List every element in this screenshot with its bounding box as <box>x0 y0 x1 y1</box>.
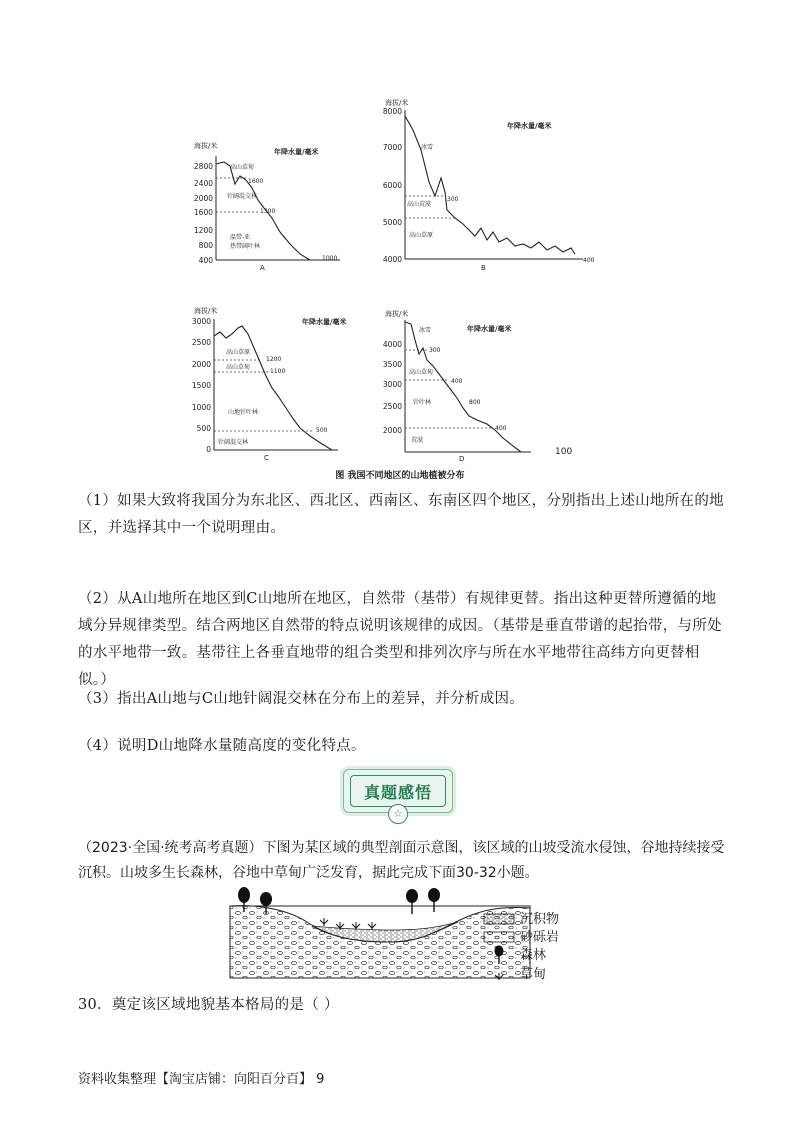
chart-c-zone: 山地针叶林 <box>228 409 259 416</box>
chart-a-precip: 1300 <box>260 208 276 215</box>
chart-b-zone: 冰雪 <box>421 144 434 151</box>
chart-a-ytick: 400 <box>198 256 213 265</box>
chart-c-precip: 500 <box>316 427 328 434</box>
chart-c-ytick: 2000 <box>191 360 211 369</box>
chart-c-ytick: 500 <box>196 424 211 433</box>
profile-diagram <box>220 880 580 988</box>
chart-d-precip: 800 <box>469 399 481 406</box>
chart-a-ytick: 2400 <box>193 179 213 188</box>
chart-b-zone: 高山草原 <box>409 232 434 239</box>
chart-c-ytick: 0 <box>206 445 211 454</box>
chart-b-precip-label: 年降水量/毫米 <box>507 122 552 130</box>
section-badge-label: 真题感悟 <box>363 782 432 802</box>
chart-d-profile <box>405 322 521 452</box>
chart-d-precip: 100 <box>555 447 573 457</box>
chart-c-profile <box>214 326 332 450</box>
chart-c-precip: 1200 <box>266 356 282 363</box>
chart-a-zone-sub: 温带-亚 <box>230 234 251 241</box>
chart-b-ytick: 8000 <box>383 107 402 116</box>
chart-b-ytick: 4000 <box>383 255 402 264</box>
chart-c-ytick: 3000 <box>191 317 211 326</box>
chart-b-zone: 高山荒漠 <box>407 201 432 208</box>
chart-c <box>190 304 370 464</box>
chart-b-precip: 300 <box>447 196 459 203</box>
chart-c-ytick: 1500 <box>191 381 211 390</box>
chart-a-precip: 1000 <box>322 255 338 262</box>
chart-a <box>190 136 370 274</box>
chart-c-letter: C <box>264 454 269 462</box>
legend-gravel-swatch <box>484 932 514 942</box>
chart-d-zone: 高山草甸 <box>409 369 434 376</box>
chart-d-precip: 300 <box>429 347 441 354</box>
tree-icon <box>428 888 440 912</box>
chart-b <box>383 96 603 274</box>
chart-c-ylabel: 海拔/米 <box>194 307 218 315</box>
chart-c-zone: 针阔混交林 <box>218 439 249 446</box>
chart-a-letter: A <box>260 264 265 272</box>
chart-a-zone: 针阔混交林 <box>227 193 258 200</box>
chart-d-ytick: 3500 <box>383 360 402 369</box>
legend-meadow: 草甸 <box>520 967 547 982</box>
chart-a-ytick: 800 <box>198 241 213 250</box>
chart-d-ytick: 2000 <box>383 426 402 435</box>
chart-a-ytick: 1600 <box>193 208 213 217</box>
legend-gravel: 砂砾岩 <box>520 930 560 945</box>
chart-b-ytick: 5000 <box>383 218 402 227</box>
question-30: 30．奠定该区域地貌基本格局的是（ ） <box>78 997 339 1013</box>
section-badge <box>343 769 453 820</box>
chart-c-ytick: 2500 <box>191 338 211 347</box>
chart-d-precip: 400 <box>451 378 463 385</box>
legend-sediment: 沉积物 <box>520 912 560 927</box>
chart-d-ytick: 3000 <box>383 380 402 389</box>
chart-a-ytick: 2000 <box>193 194 213 203</box>
chart-d-precip-label: 年降水量/毫米 <box>467 325 512 333</box>
question-1: （1）如果大致将我国分为东北区、西北区、西南区、东南区四个地区，分别指出上述山地所在的地区，并选择其中一个说明理由。 <box>78 493 724 536</box>
chart-a-zone-sub: 热带阔叶林 <box>230 243 261 250</box>
legend-sediment-swatch <box>484 914 514 924</box>
chart-d-letter: D <box>459 455 465 463</box>
chart-a-ylabel: 海拔/米 <box>194 142 218 150</box>
chart-c-zone: 高山草原 <box>226 349 251 356</box>
chart-d-ytick: 4000 <box>383 340 402 349</box>
question-3: （3）指出A山地与C山地针阔混交林在分布上的差异，并分析成因。 <box>78 691 525 707</box>
chart-b-ytick: 7000 <box>383 143 402 152</box>
chart-d-precip: 400 <box>495 425 507 432</box>
chart-a-ytick: 2800 <box>193 162 213 171</box>
chart-d-zone: 荒漠 <box>411 437 424 444</box>
question-4: （4）说明D山地降水量随高度的变化特点。 <box>78 738 366 754</box>
chart-c-zone: 高山草甸 <box>226 364 251 371</box>
chart-b-ytick: 6000 <box>383 181 402 190</box>
chart-d <box>383 304 583 464</box>
chart-b-precip: 400 <box>583 257 595 264</box>
chart-c-precip: 1100 <box>270 368 286 375</box>
chart-c-precip-label: 年降水量/毫米 <box>302 318 347 326</box>
chart-a-precip: 1600 <box>248 178 264 185</box>
chart-b-ylabel: 海拔/米 <box>385 99 409 107</box>
tree-icon <box>406 889 418 914</box>
chart-d-ytick: 2500 <box>383 402 402 411</box>
chart-d-zone: 冰雪 <box>419 327 432 334</box>
chart-b-letter: B <box>481 264 486 272</box>
chart-d-zone: 针叶林 <box>413 399 432 406</box>
figure-caption: 图 我国不同地区的山地植被分布 <box>335 471 465 481</box>
legend-forest: 森林 <box>520 948 547 963</box>
chart-a-ytick: 1200 <box>193 226 213 235</box>
chart-a-zone: 高山草甸 <box>230 164 255 171</box>
page-footer: 资料收集整理【淘宝店铺：向阳百分百】 9 <box>78 1072 325 1087</box>
star-icon: ☆ <box>388 804 408 824</box>
chart-a-precip-label: 年降水量/毫米 <box>274 148 319 156</box>
problem-intro: （2023·全国·统考高考真题）下图为某区域的典型剖面示意图，该区域的山坡受流水侵蚀，谷地持续接受沉积。山坡多生长森林，谷地中草甸广泛发育，据此完成下面30-32小题。 <box>78 840 725 881</box>
question-2: （2）从A山地所在地区到C山地所在地区，自然带（基带）有规律更替。指出这种更替所遵循的地域分异规律类型。结合两地区自然带的特点说明该规律的成因。（基带是垂直带谱的起抬带，与所处的水平地带一致。基带往上各垂直地带的组合类型和排列次序与所在水平地带往高纬方向更替相似。） <box>78 591 722 688</box>
chart-d-ylabel: 海拔/米 <box>385 310 409 318</box>
chart-c-ytick: 1000 <box>191 403 211 412</box>
